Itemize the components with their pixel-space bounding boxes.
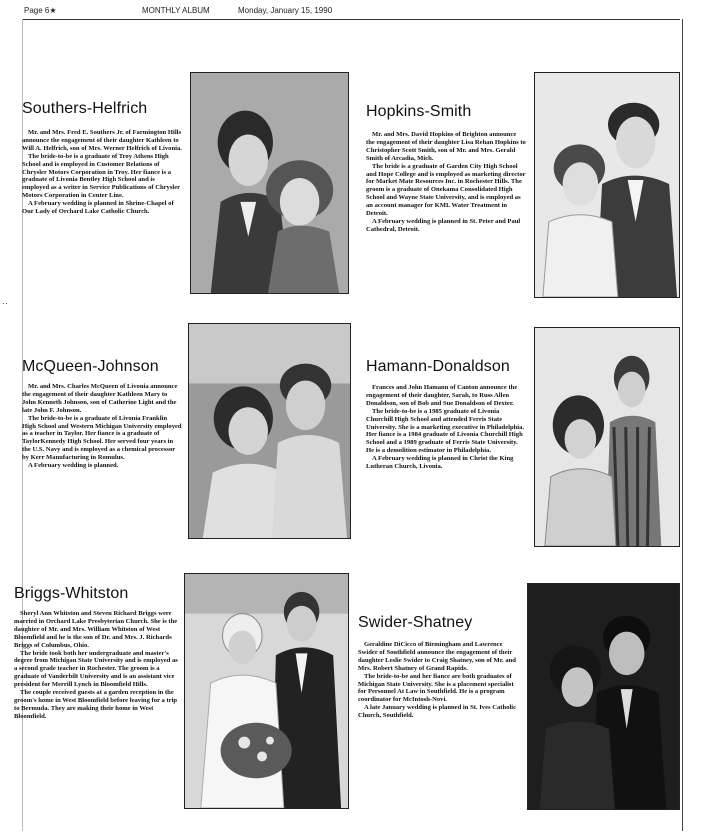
- announcement-paragraph: The couple received guests at a garden reception in the groom's home in West Bloomfield before leaving for a trip to Bermuda. They are making their home in West Bloomfield.: [14, 689, 178, 720]
- announcement-paragraph: The bride-to-be is a graduate of Livonia Franklin High School and Western Michigan University employed as a teacher in Taylor. Her fiance is a graduate of TaylorKennedy High School. Her served four years in the U.S. Navy and is employed as a chemical processor by Kerr Manufacturing in Romulus.: [22, 414, 182, 462]
- announcement-title: Hamann-Donaldson: [366, 358, 510, 375]
- announcement-paragraph: Sheryl Ann Whitston and Steven Richard Briggs were married in Orchard Lake Presbyterian Church. She is the daughter of Mr. and Mrs. William Whitston of West Bloomfield and he is the son of Dr. and Mrs. J. Richards Briggs of Columbus, Ohio.: [14, 610, 178, 649]
- issue-date: Monday, January 15, 1990: [238, 6, 333, 15]
- announcement-title: Briggs-Whitston: [14, 585, 129, 602]
- couple-photo: [188, 323, 351, 539]
- announcement-body: [22, 129, 182, 216]
- announcement-body: [366, 131, 526, 234]
- announcement-paragraph: The bride-to-be is a 1985 graduate of Livonia Churchill High School and attended Ferris State University. She is a marketing executive in Philadelphia. Her fiance is a 1984 graduate of Livonia Churchill High School and a 1989 graduate of Ferris State University. He is a demolition estimator in Philadelphia.: [366, 407, 525, 455]
- announcement-body: [22, 383, 182, 470]
- announcement-paragraph: The bride-to-be and her fiance are both graduates of Michigan State University. She is a placement specialist for Personnel At Law in Southfield. He is a program coordinator for McIntosh-Novi.: [358, 672, 514, 704]
- announcement-paragraph: A February wedding is planned in Shrine-Chapel of Our Lady of Orchard Lake Catholic Church.: [22, 200, 174, 216]
- page-header: [24, 6, 704, 20]
- announcement-paragraph: A February wedding is planned in St. Peter and Paul Cathedral, Detroit.: [366, 217, 521, 233]
- header-rule: [22, 19, 680, 20]
- announcement-paragraph: The bride-to-be is a graduate of Troy Athens High School and is employed in Customer Relations of Chrysler Motors Corporation in Troy. Her fiance is a graduate of Livonia Bentley High School and is employed as a writer in Service Publications of Chrysler Motors Corporation in Center Line.: [22, 152, 180, 200]
- couple-photo: [534, 72, 680, 298]
- couple-photo: [534, 327, 680, 547]
- announcement-title: Hopkins-Smith: [366, 103, 472, 120]
- announcement-body: [366, 384, 526, 471]
- announcement-paragraph: Geraldine DiCicco of Birmingham and Lawrence Swider of Southfield announce the engagement of their daughter Leslie Swider to Craig Shatney, son of Mr. and Mrs. Robert Shatney of Grand Rapids.: [358, 641, 516, 672]
- couple-photo: [190, 72, 349, 294]
- announcement-body: [358, 641, 522, 720]
- announcement-title: Southers-Helfrich: [22, 100, 148, 117]
- couple-photo: [527, 583, 680, 810]
- announcement-paragraph: The bride took both her undergraduate and master's degree from Michigan State University and is employed as a second grade teacher in Rochester. The groom is a graduate of Vanderbilt University and is an assistant vice president for Merrill Lynch in Bloomfield Hills.: [14, 649, 178, 689]
- announcement-paragraph: A February wedding is planned in Christ the King Lutheran Church, Livonia.: [366, 455, 514, 471]
- announcement-paragraph: The bride is a graduate of Garden City High School and Hope College and is employed as marketing director for Market Mate Resources Inc. in Rochester Hills. The groom is a graduate of Onekama Consolidated High School and Wayne State University, and is employed as an account manager for KML Water Treatment in Detroit.: [366, 162, 526, 218]
- announcement-title: McQueen-Johnson: [22, 358, 159, 375]
- announcement-paragraph: A February wedding is planned.: [28, 462, 119, 470]
- margin-mark: ··: [2, 298, 8, 308]
- page-number: Page 6★: [24, 6, 57, 15]
- announcement-paragraph: Mr. and Mrs. Charles McQueen of Livonia announce the engagement of their daughter Kathleen Mary to John Kenneth Johnson, son of Catherine Light and the late John F. Johnson.: [22, 383, 178, 414]
- announcement-paragraph: A late January wedding is planned in St. Ives Catholic Church, Southfield.: [358, 704, 517, 720]
- announcement-paragraph: Mr. and Mrs. Fred E. Southers Jr. of Farmington Hills announce the engagement of their daughter Kathleen to Will A. Helfrich, son of Mrs. Werner Helfrich of Livonia.: [22, 129, 182, 152]
- couple-photo: [184, 573, 349, 809]
- announcement-paragraph: Frances and John Hamann of Canton announce the engagement of their daughter, Sarah, to Russ Allen Donaldson, son of Bob and Sue Donaldson of Dexter.: [366, 384, 518, 407]
- right-column-rule: [682, 19, 683, 831]
- announcement-title: Swider-Shatney: [358, 614, 473, 631]
- announcement-paragraph: Mr. and Mrs. David Hopkins of Brighton announce the engagement of their daughter Lisa Rehan Hopkins to Christopher Scott Smith, son of Mr. and Mrs. Gerald Smith of Arcadia, Mich.: [366, 131, 526, 162]
- section-name: MONTHLY ALBUM: [142, 6, 210, 15]
- announcement-body: [14, 610, 178, 721]
